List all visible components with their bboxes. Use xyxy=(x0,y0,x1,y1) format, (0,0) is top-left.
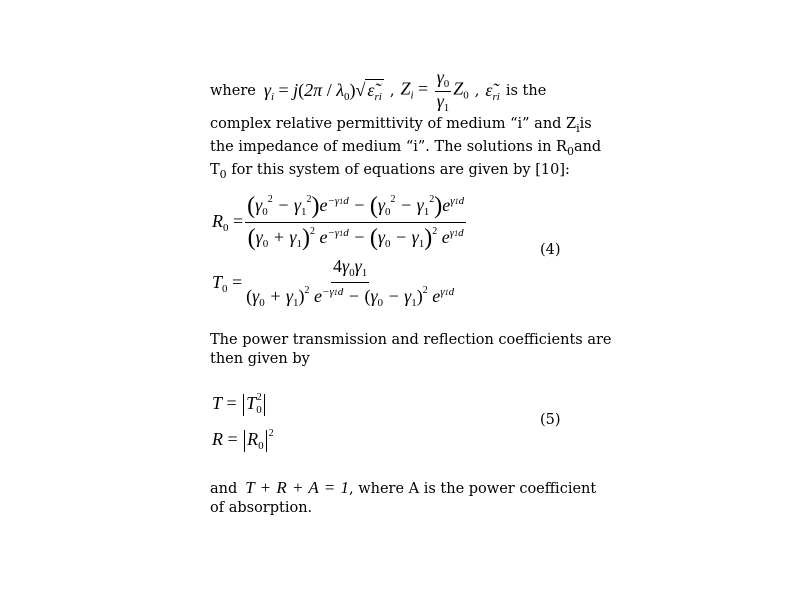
impedance-definition: $Z_i$ = $\frac{\gamma_0}{\gamma_1}$ $Z_0$ xyxy=(400,67,469,114)
para3-line-2: of absorption. xyxy=(210,500,313,516)
paragraph-3 xyxy=(210,478,597,518)
equation-r: $R = R_0^2$ xyxy=(212,428,274,452)
para3-line-1 xyxy=(210,478,597,499)
para2-line-2: then given by xyxy=(210,351,310,367)
intro-sep-2: , xyxy=(474,83,480,99)
intro-word: where xyxy=(210,83,256,99)
equation-4-number: (4) xyxy=(540,242,561,258)
para3-start: and xyxy=(210,481,238,497)
para1-line-3-start: T xyxy=(210,162,220,178)
para1-line-3: $T_0$ for this system of equations are given by [10]: xyxy=(210,162,570,181)
para3-equation: T + R + A = 1 xyxy=(245,478,349,497)
equation-t: $T = T_0^2$ xyxy=(212,392,267,416)
equation-5-number: (5) xyxy=(540,412,561,428)
intro-sep-1: , xyxy=(389,83,395,99)
para3-rest: , where A is the power coefficient xyxy=(348,481,597,497)
para1-line-1: complex relative permittivity of medium “i” and $Z_i$ is xyxy=(210,115,582,138)
gamma-i-definition: $\gamma_i = j(2\pi / \lambda_0)√$ $\varepsiloñ_{ri}$ xyxy=(263,79,382,103)
equation-t0: $T_0$ = $\frac{4\gamma_0\gamma_1}{(\gamma_0 + \gamma_1)^2 e^{-\gamma 1d} - (\gamma_0 - \gamma_1)^2 e^{\gamma 1d}}$ xyxy=(212,256,455,309)
r0-fraction: $\frac{(\gamma_0^2 - \gamma_1^2)e^{-\gamma 1d} - (\gamma_0^2 - \gamma_1^2)e^{\gamma 1d}}{(\gamma_0 + \gamma_1)^2 e^{-\gamma 1d} - (\gamma_0 - \gamma_1)^2 e^{\gamma 1d}}$ xyxy=(247,192,465,251)
paragraph-2 xyxy=(210,331,612,369)
paragraph-1 xyxy=(210,115,602,184)
para1-line-3-text: for this system of equations are given by [10]: xyxy=(231,162,570,178)
intro-tail: is the xyxy=(505,83,547,99)
para1-line-1-end: is xyxy=(579,116,592,132)
intro-line xyxy=(210,68,546,114)
para1-line-1-text: complex relative permittivity of medium “i” and Z xyxy=(210,116,577,132)
epsilon-ri-symbol: $\varepsiloñ_{ri}$ xyxy=(485,79,500,103)
para2-line-1: The power transmission and reflection coefficients are xyxy=(210,332,612,348)
t0-fraction: $\frac{4\gamma_0\gamma_1}{(\gamma_0 + \gamma_1)^2 e^{-\gamma 1d} - (\gamma_0 - \gamma_1)^2 e^{\gamma 1d}}$ xyxy=(246,256,455,309)
para1-line-2-text: the impedance of medium “i”. The solutions in R xyxy=(210,139,567,155)
equation-r0: $R_0$ = $\frac{(\gamma_0^2 - \gamma_1^2)e^{-\gamma 1d} - (\gamma_0^2 - \gamma_1^2)e^{\gamma 1d}}{(\gamma_0 + \gamma_1)^2 e^{-\gamma 1d} - (\gamma_0 - \gamma_1)^2 e^{\gamma 1d}}$ xyxy=(212,192,465,251)
para1-line-2: the impedance of medium “i”. The solutions in $R_0$ and xyxy=(210,138,582,161)
para1-line-2-end: and xyxy=(573,139,602,155)
